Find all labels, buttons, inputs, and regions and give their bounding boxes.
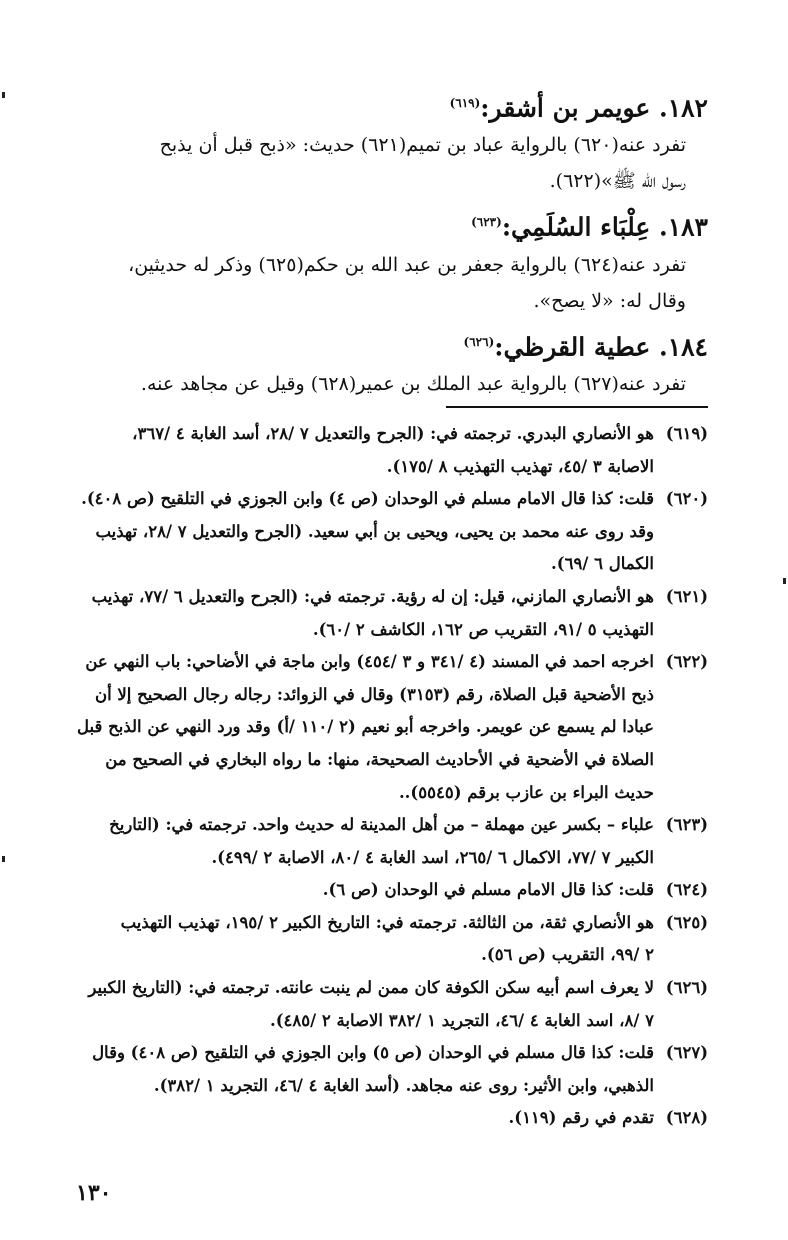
footnote-line: الذهبي، وابن الأثير: روى عنه مجاهد. (أسد الغابة ٤ /٤٦، التجريد ١ /٣٨٢). — [153, 1075, 654, 1095]
entry-title-text: ١٨٢. عويمر بن أشقر: — [480, 93, 708, 123]
scan-mark — [2, 856, 5, 862]
footnote-number: (٦٢٥) — [665, 912, 708, 932]
entry-paragraph — [66, 127, 686, 199]
entry-title — [66, 203, 708, 246]
entry-title — [66, 323, 708, 366]
footnote-divider — [446, 406, 708, 408]
footnote-number: (٦٢١) — [665, 586, 708, 606]
footnote-line: ذبح الأضحية قبل الصلاة، رقم (٣١٥٣) وقال في الزوائد: رجاله رجال الصحيح إلا أن — [94, 684, 654, 704]
footnote-line: قلت: كذا قال مسلم في الوحدان (ص ٥) وابن الجوزي في التلقيح (ص ٤٠٨) وقال — [92, 1043, 654, 1063]
entry-paragraph — [66, 366, 686, 402]
footnote-text — [66, 972, 654, 1037]
footnote-ref: (٦١٩) — [449, 96, 481, 110]
footnote-text — [66, 418, 654, 483]
biography-entry — [66, 203, 708, 318]
entry-line: تفرد عنه(٦٢٧) بالرواية عبد الملك بن عمير(٦٢٨) وقيل عن مجاهد عنه. — [140, 372, 686, 395]
footnote-number: (٦٢٤) — [665, 880, 708, 900]
entry-title-text: ١٨٣. عِلْبَاء السُلَمِي: — [501, 212, 708, 242]
footnote — [66, 972, 708, 1037]
footnote-line: قلت: كذا قال الامام مسلم في الوحدان (ص ٤) وابن الجوزي في التلقيح (ص ٤٠٨). — [81, 489, 654, 509]
footnote-line: علباء – بكسر عين مهملة – من أهل المدينة له حديث واحد. ترجمته في: (التاريخ — [109, 815, 654, 835]
footnote-line: عبادا لم يسمع عن عويمر. واخرجه أبو نعيم (٢ /١١٠ /أ) وقد ورد النهي عن الذبح قبل — [77, 717, 654, 737]
entry-line: رسول الله ﷺ»(٦٢٢). — [549, 170, 686, 193]
footnote-ref: (٦٢٦) — [463, 334, 495, 349]
footnote — [66, 907, 708, 972]
scan-mark — [2, 92, 5, 98]
entry-line: تفرد عنه(٦٢٤) بالرواية جعفر بن عبد الله بن حكم(٦٢٥) وذكر له حديثين، — [128, 253, 686, 276]
footnote-line: التهذيب ٥ /٩١، التقريب ص ١٦٢، الكاشف ٢ /٦٠). — [312, 619, 654, 639]
footnote-line: هو الأنصاري المازني، قيل: إن له رؤية. ترجمته في: (الجرح والتعديل ٦ /٧٧، تهذيب — [91, 586, 654, 606]
footnote-number: (٦٢٠) — [665, 489, 708, 509]
footnote-text — [66, 874, 654, 907]
biography-entry — [66, 84, 708, 199]
footnote — [66, 581, 708, 646]
footnote-text — [66, 581, 654, 646]
footnote-number: (٦٢٦) — [665, 978, 708, 998]
footnote-line: اخرجه احمد في المسند (٤ /٣٤١ و ٣ /٤٥٤) وابن ماجة في الأضاحي: باب النهي عن — [85, 652, 654, 672]
footnote-number: (٦٢٨) — [665, 1108, 708, 1128]
entry-paragraph — [66, 247, 686, 319]
footnote — [66, 483, 708, 581]
footnote-ref: (٦٢٣) — [471, 215, 502, 230]
footnote — [66, 1102, 708, 1135]
entry-title-text: ١٨٤. عطية القرظي: — [494, 331, 708, 361]
entry-line: وقال له: «لا يصح». — [533, 289, 686, 312]
page-number: ١٣٠ — [76, 1180, 112, 1206]
footnote-text — [66, 483, 654, 581]
footnote-number: (٦٢٢) — [665, 652, 708, 672]
footnote-line: وقد روى عنه محمد بن يحيى، ويحيى بن أبي سعيد. (الجرح والتعديل ٧ /٢٨، تهذيب — [95, 521, 654, 541]
footnote-text — [66, 809, 654, 874]
footnote — [66, 809, 708, 874]
footnotes-section — [66, 418, 708, 1135]
footnote-line: الصلاة في الأضحية في الأحاديث الصحيحة، منها: ما رواه البخاري في الصحيح من — [105, 749, 654, 769]
footnote-number: (٦٢٣) — [665, 815, 708, 835]
footnote-line: الكبير ٧ /٧٧، الاكمال ٦ /٢٦٥، اسد الغابة ٤ /٨٠، الاصابة ٢ /٤٩٩). — [211, 847, 654, 867]
footnote-line: الاصابة ٣ /٤٥، تهذيب التهذيب ٨ /١٧٥). — [386, 456, 654, 476]
footnote — [66, 646, 708, 809]
footnote-line: لا يعرف اسم أبيه سكن الكوفة كان ممن لم ينبت عانته. ترجمته في: (التاريخ الكبير — [88, 978, 654, 998]
footnote-line: ٢ /٩٩، التقريب (ص ٥٦). — [481, 945, 654, 965]
footnote-text — [66, 1037, 654, 1102]
book-page — [66, 84, 708, 1204]
footnote-line: الكمال ٦ /٦٩). — [551, 554, 654, 574]
entry-title — [66, 84, 708, 127]
footnote-number: (٦٢٧) — [665, 1043, 708, 1063]
footnote-line: هو الأنصاري البدري. ترجمته في: (الجرح والتعديل ٧ /٢٨، أسد الغابة ٤ /٣٦٧، — [132, 423, 654, 443]
scan-mark — [783, 578, 786, 584]
biography-entry — [66, 323, 708, 402]
footnote — [66, 874, 708, 907]
entry-line: تفرد عنه(٦٢٠) بالرواية عباد بن تميم(٦٢١) حديث: «ذبح قبل أن يذبح — [159, 134, 686, 157]
footnote-line: ٧ /٨، اسد الغابة ٤ /٤٦، التجريد ١ /٣٨٢ الاصابة ٢ /٤٨٥). — [269, 1010, 654, 1030]
footnote-line: قلت: كذا قال الامام مسلم في الوحدان (ص ٦). — [322, 880, 654, 900]
footnote-line: حديث البراء بن عازب برقم (٥٥٤٥).. — [398, 782, 654, 802]
footnote-text — [66, 907, 654, 972]
footnote-text — [66, 1102, 654, 1135]
footnote — [66, 1037, 708, 1102]
footnote-number: (٦١٩) — [665, 423, 708, 443]
footnote — [66, 418, 708, 483]
footnote-line: هو الأنصاري ثقة، من الثالثة. ترجمته في: التاريخ الكبير ٢ /١٩٥، تهذيب التهذيب — [120, 912, 654, 932]
footnote-text — [66, 646, 654, 809]
footnote-line: تقدم في رقم (١١٩). — [508, 1108, 654, 1128]
